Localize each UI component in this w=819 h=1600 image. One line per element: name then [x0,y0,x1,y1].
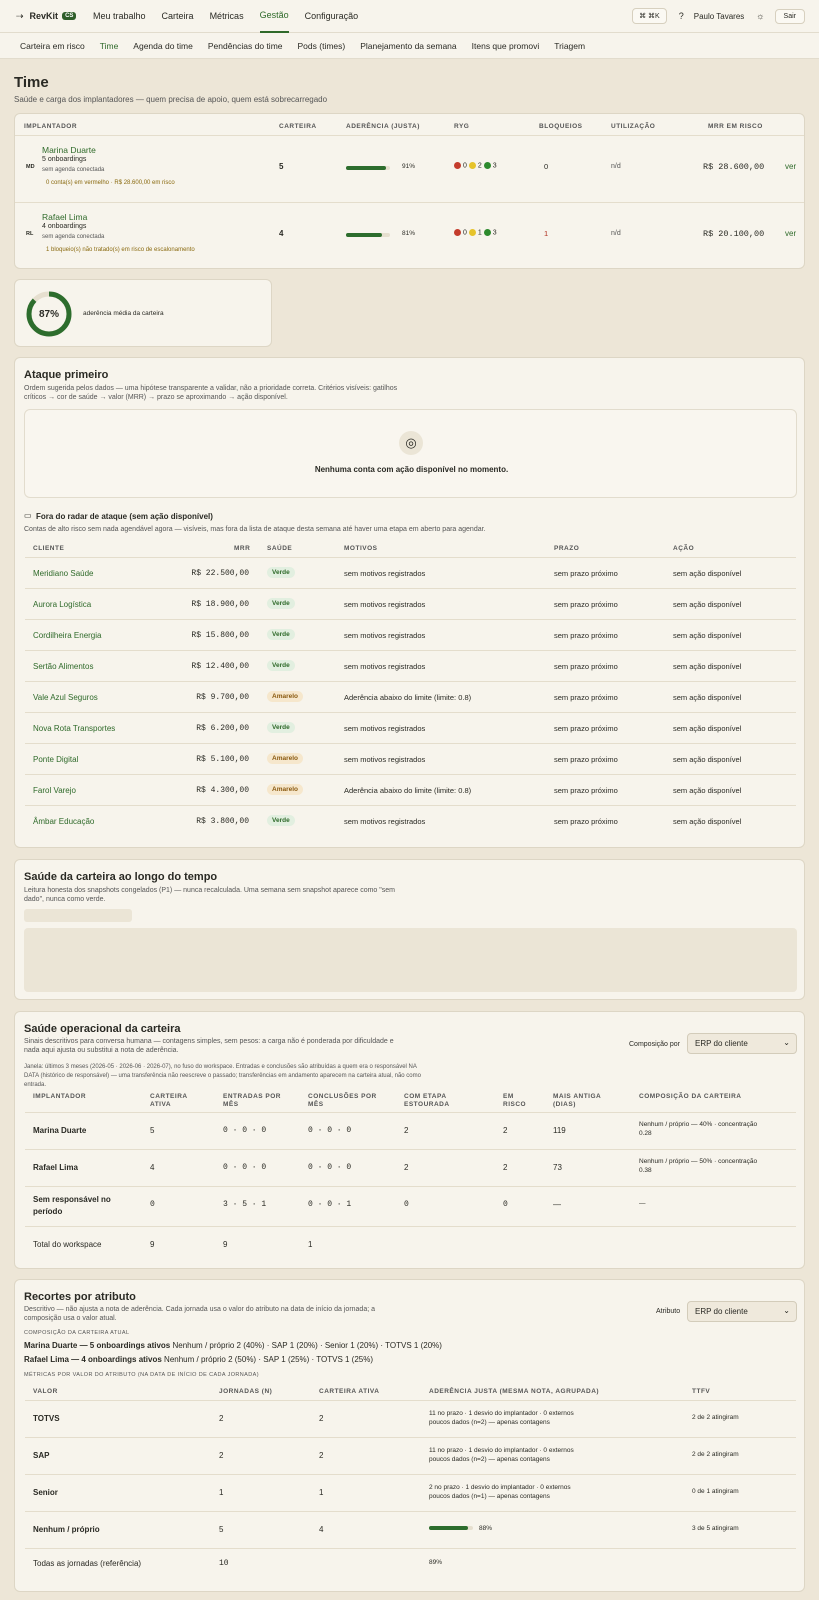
metrics-total-row [15,1549,806,1579]
jornadas-count: 2 [219,1414,224,1423]
client-name-link[interactable]: Ponte Digital [33,755,79,764]
operational-health-card [14,1011,805,1269]
mrr-value: R$ 12.400,00 [191,662,249,671]
adherence-value: 81% [402,230,416,237]
ops-th: COMPOSIÇÃO DA CARTEIRA [639,1093,742,1100]
health-over-time-card [14,859,805,1000]
health-desc: dado", nunca como verde. [24,896,106,903]
th-ryg: RYG [454,123,470,130]
ops-th: ATIVA [150,1101,172,1108]
table-row[interactable] [15,620,806,650]
ops-th: MÊS [308,1101,324,1108]
composition-header: COMPOSIÇÃO DA CARTEIRA ATUAL [24,1330,130,1336]
implantador-name: Sem responsável no [33,1195,111,1204]
page-subtitle: Saúde e carga dos implantadores — quem precisa de apoio, quem está sobrecarregado [14,95,328,104]
action-text: sem ação disponível [673,724,742,733]
entradas-por-mes: 3 · 5 · 1 [223,1200,267,1209]
attribute-value: TOTVS [33,1414,60,1423]
mrr-em-risco-value: R$ 28.600,00 [703,162,765,172]
tab-pendencias-do-time[interactable]: Pendências do time [207,40,283,51]
attribute-value: Senior [33,1488,58,1497]
adherence-value: 88% [479,1525,493,1532]
reasons-text: sem motivos registrados [344,631,426,640]
th-carteira: CARTEIRA [279,123,317,130]
th-prazo: PRAZO [554,545,580,552]
ops-th: MAIS ANTIGA [553,1093,602,1100]
table-row[interactable] [15,589,806,619]
client-name-link[interactable]: Aurora Logística [33,600,92,609]
mrr-value: R$ 15.800,00 [191,631,249,640]
reasons-text: sem motivos registrados [344,755,426,764]
table-row[interactable] [15,713,806,743]
adherence-note: poucos dados (n=2) — apenas contagens [429,1419,550,1426]
team-row[interactable] [15,203,806,269]
agenda-status: sem agenda conectada [42,234,105,240]
ops-desc: nada aqui ajusta ou substitui a nota de aderência. [24,1047,179,1054]
total-jornadas: 10 [219,1559,229,1568]
cuts-th: TTFV [692,1388,711,1395]
ops-th: IMPLANTADOR [33,1093,87,1100]
logout-button[interactable]: Sair [775,9,805,24]
tab-carteira-em-risco[interactable]: Carteira em risco [20,40,85,51]
ver-link[interactable]: ver [785,229,797,238]
cuts-title: Recortes por atributo [24,1291,136,1303]
utilizacao-value: n/d [611,230,621,237]
composicao: — [639,1200,646,1207]
em-risco: 2 [503,1163,508,1172]
reasons-text: sem motivos registrados [344,724,426,733]
health-badge: Verde [267,815,295,826]
adherence-bar [429,1526,473,1530]
radar-title: Fora do radar de ataque (sem ação disponível) [36,512,213,521]
action-text: sem ação disponível [673,817,742,826]
ryg-counts: 0 1 3 [454,229,497,236]
reasons-text: Aderência abaixo do limite (limite: 0.8) [344,786,472,795]
client-name-link[interactable]: Farol Varejo [33,786,76,795]
th-aderencia: ADERÊNCIA (JUSTA) [346,123,420,130]
composicao: Nenhum / próprio — 50% · concentração [639,1158,758,1165]
average-adherence-card [14,279,272,347]
carteira-value: 5 [279,162,284,171]
adherence-label: aderência média da carteira [83,310,164,317]
adherence-percent: 87% [38,309,59,320]
jornadas-count: 1 [219,1488,224,1497]
adherence-note: poucos dados (n=2) — apenas contagens [429,1456,550,1463]
mrr-value: R$ 5.100,00 [196,755,249,764]
command-palette-button[interactable]: ⌘ ⌘K [632,8,667,24]
utilizacao-value: n/d [611,163,621,170]
deadline-text: sem prazo próximo [554,600,618,609]
health-badge: Verde [267,567,295,578]
ops-th: ENTRADAS POR [223,1093,282,1100]
chevron-down-icon: ⌄ [783,1306,790,1315]
ops-row [15,1187,806,1223]
deadline-text: sem prazo próximo [554,786,618,795]
empty-state [24,409,797,498]
reasons-text: Aderência abaixo do limite (limite: 0.8) [344,693,472,702]
help-icon[interactable]: ? [678,11,684,21]
ops-row [15,1150,806,1186]
ops-th: RISCO [503,1101,527,1108]
th-cliente: CLIENTE [33,545,65,552]
logo[interactable] [16,11,81,22]
deadline-text: sem prazo próximo [554,817,618,826]
deadline-text: sem prazo próximo [554,755,618,764]
th-acao: AÇÃO [673,545,695,552]
ops-window: Janela: últimos 3 meses (2026-05 · 2026-06 · 2026-07), no fuso do workspace. Entradas e conclusões são atribuídas a quem era o responsável NA [24,1064,417,1070]
chevron-down-icon: ⌄ [783,1038,790,1047]
implantador-name: período [33,1207,63,1216]
health-badge: Verde [267,629,295,640]
cuts-desc: Descritivo — não ajusta a nota de aderência. Cada jornada usa o valor do atributo na data de início da jornada; a [24,1306,376,1313]
composition-select[interactable]: ERP do cliente ⌄ [687,1033,797,1054]
composicao: Nenhum / próprio — 40% · concentração [639,1121,758,1128]
tab-time[interactable]: Time [99,40,119,51]
carteira-ativa: 2 [319,1414,324,1423]
action-text: sem ação disponível [673,631,742,640]
ops-th: CARTEIRA [150,1093,188,1100]
cuts-th: JORNADAS (N) [219,1388,273,1395]
carteira-value: 4 [279,229,284,238]
mais-antiga: — [553,1200,561,1209]
reasons-text: sem motivos registrados [344,600,426,609]
deadline-text: sem prazo próximo [554,662,618,671]
carteira-ativa: 4 [150,1163,155,1172]
empty-message: Nenhuma conta com ação disponível no momento. [314,465,509,474]
bloqueios-value: 0 [544,162,549,171]
ops-title: Saúde operacional da carteira [24,1023,181,1035]
jornadas-count: 2 [219,1451,224,1460]
em-risco: 2 [503,1126,508,1135]
th-saude: SAÚDE [267,545,293,552]
reasons-text: sem motivos registrados [344,569,426,578]
total-conclusoes: 1 [308,1240,313,1249]
user-name[interactable]: Paulo Tavares [693,11,745,21]
carteira-ativa: 0 [150,1200,155,1209]
onboardings-count: 5 onboardings [42,156,87,163]
tab-pods[interactable]: Pods (times) [297,40,346,51]
nav-carteira[interactable]: Carteira [161,11,194,21]
ops-th: COM ETAPA [404,1093,447,1100]
avatar: MD [26,164,35,170]
metrics-table [15,1382,806,1590]
adherence-bar [346,230,390,239]
jornadas-count: 5 [219,1525,224,1534]
th-motivos: MOTIVOS [344,545,378,552]
total-adherence: 89% [429,1559,443,1566]
ops-th: (DIAS) [553,1101,576,1108]
mrr-em-risco-value: R$ 20.100,00 [703,229,765,239]
th-bloqueios: BLOQUEIOS [539,123,583,130]
radar-desc: Contas de alto risco sem nada agendável agora — visíveis, mas fora da lista de ataque desta semana até haver uma etapa em aberto para agendar. [24,526,486,533]
em-risco: 0 [503,1200,508,1209]
carteira-ativa: 4 [319,1525,324,1534]
mrr-value: R$ 3.800,00 [196,817,249,826]
ttfv-value: 2 de 2 atingiram [692,1451,739,1458]
mrr-value: R$ 22.500,00 [191,569,249,578]
attack-title: Ataque primeiro [24,369,109,381]
ops-th: EM [503,1093,514,1100]
metrics-row [15,1512,806,1548]
inbox-icon: ▭ [24,511,32,520]
reasons-text: sem motivos registrados [344,662,426,671]
implantador-name[interactable]: Marina Duarte [42,145,96,155]
attribute-select[interactable]: ERP do cliente ⌄ [687,1301,797,1322]
attribute-value: SAP [33,1451,50,1460]
implantador-name: Marina Duarte [33,1126,87,1135]
sub-nav [0,33,819,59]
ops-th: CONCLUSÕES POR [308,1093,377,1100]
composition-label: Composição por [629,1041,680,1048]
adherence-summary: 2 no prazo · 1 desvio do implantador · 0 externos [429,1484,571,1491]
etapa-estourada: 0 [404,1200,409,1209]
cuts-th: VALOR [33,1388,58,1395]
metrics-row [15,1438,806,1474]
conclusoes-por-mes: 0 · 0 · 0 [308,1163,352,1172]
main-nav [93,0,374,33]
mais-antiga: 73 [553,1163,562,1172]
health-badge: Amarelo [267,784,303,795]
etapa-estourada: 2 [404,1163,409,1172]
risk-alert: 1 bloqueio(s) não tratado(s) em risco de escalonamento [46,247,195,253]
table-row[interactable] [15,682,806,712]
action-text: sem ação disponível [673,786,742,795]
carteira-ativa: 5 [150,1126,155,1135]
composicao: 0.28 [639,1130,652,1137]
client-name-link[interactable]: Âmbar Educação [33,817,95,826]
bloqueios-value: 1 [544,229,549,238]
total-carteira: 9 [150,1240,155,1249]
health-badge: Amarelo [267,691,303,702]
table-row[interactable] [15,651,806,681]
nav-configuracao[interactable]: Configuração [304,11,359,21]
attribute-label: Atributo [656,1308,681,1315]
attribute-cuts-card [14,1279,805,1592]
ops-desc: Sinais descritivos para conversa humana — contagens simples, sem pesos: a carga não é ponderada por dificuldade e [24,1038,394,1045]
carteira-ativa: 2 [319,1451,324,1460]
conclusoes-por-mes: 0 · 0 · 1 [308,1200,352,1209]
cuts-th: ADERÊNCIA JUSTA (MESMA NOTA, AGRUPADA) [429,1388,600,1395]
conclusoes-por-mes: 0 · 0 · 0 [308,1126,352,1135]
adherence-summary: 11 no prazo · 1 desvio do implantador · 0 externos [429,1447,574,1454]
client-name-link[interactable]: Sertão Alimentos [33,662,94,671]
metrics-row [15,1475,806,1511]
entradas-por-mes: 0 · 0 · 0 [223,1163,267,1172]
ryg-counts: 0 2 3 [454,162,497,169]
attack-desc: Ordem sugerida pelos dados — uma hipótese transparente a validar, não a prioridade correta. Critérios visíveis: gatilhos [24,385,398,392]
total-label: Todas as jornadas (referência) [33,1559,142,1568]
target-icon: ◎ [399,431,423,455]
agenda-status: sem agenda conectada [42,167,105,173]
tab-itens-que-promovi[interactable]: Itens que promovi [471,40,540,51]
nav-gestao[interactable]: Gestão [260,0,289,33]
table-row[interactable] [15,744,806,774]
health-desc: Leitura honesta dos snapshots congelados (P1) — nunca recalculada. Uma semana sem snapshot aparece como "sem [24,887,395,894]
ttfv-value: 0 de 1 atingiram [692,1488,739,1495]
metrics-header: MÉTRICAS POR VALOR DO ATRIBUTO (NA DATA DE INÍCIO DE CADA JORNADA) [24,1372,259,1378]
carteira-ativa: 1 [319,1488,324,1497]
ops-window: DATA (histórico de responsável) — uma transferência não reescreve o passado; transferências em andamento aparecem na carteira atual, não como [24,1073,421,1079]
ops-window: entrada. [24,1082,47,1088]
mrr-value: R$ 9.700,00 [196,693,249,702]
team-row[interactable] [15,136,806,202]
composition-row: Marina Duarte — 5 onboardings ativos Nenhum / próprio 2 (40%) · SAP 1 (20%) · Senior 1 (20%) · TOTVS 1 (20%) [24,1341,442,1350]
deadline-text: sem prazo próximo [554,724,618,733]
tab-triagem[interactable]: Triagem [554,40,586,51]
ver-link[interactable]: ver [785,162,797,171]
nav-metricas[interactable]: Métricas [209,11,244,21]
ttfv-value: 2 de 2 atingiram [692,1414,739,1421]
composicao: 0.38 [639,1167,652,1174]
logo-icon: ⇢ [16,10,24,21]
ops-total-row [15,1227,806,1263]
entradas-por-mes: 0 · 0 · 0 [223,1126,267,1135]
th-implantador: IMPLANTADOR [24,123,78,130]
client-name-link[interactable]: Meridiano Saúde [33,569,94,578]
adherence-summary: 11 no prazo · 1 desvio do implantador · 0 externos [429,1410,574,1417]
tab-agenda-do-time[interactable]: Agenda do time [133,40,193,51]
adherence-bar [346,163,390,172]
action-text: sem ação disponível [673,662,742,671]
action-text: sem ação disponível [673,755,742,764]
brand-name: RevKit [29,11,59,21]
chart-placeholder [24,928,797,992]
table-row[interactable] [15,558,806,588]
nav-meu-trabalho[interactable]: Meu trabalho [93,11,146,21]
attack-card [14,357,805,848]
mrr-value: R$ 18.900,00 [191,600,249,609]
brand-badge: CS [62,12,76,20]
etapa-estourada: 2 [404,1126,409,1135]
total-entradas: 9 [223,1240,228,1249]
adherence-value: 91% [402,163,416,170]
ops-th: MÊS [223,1101,239,1108]
th-utilizacao: UTILIZAÇÃO [611,123,656,130]
implantador-name[interactable]: Rafael Lima [42,212,88,222]
composition-row: Rafael Lima — 4 onboardings ativos Nenhum / próprio 2 (50%) · SAP 1 (25%) · TOTVS 1 (25%) [24,1355,374,1364]
reasons-text: sem motivos registrados [344,817,426,826]
deadline-text: sem prazo próximo [554,693,618,702]
team-table-card [14,113,805,269]
mrr-value: R$ 4.300,00 [196,786,249,795]
avatar: RL [26,231,34,237]
risk-alert: 0 conta(s) em vermelho · R$ 28.600,00 em risco [46,180,175,186]
health-title: Saúde da carteira ao longo do tempo [24,871,218,883]
top-bar [0,0,819,33]
implantador-name: Rafael Lima [33,1163,78,1172]
cuts-th: CARTEIRA ATIVA [319,1388,380,1395]
th-mrr: MRR [234,545,251,552]
mais-antiga: 119 [553,1126,566,1135]
client-name-link[interactable]: Cordilheira Energia [33,631,102,640]
deadline-text: sem prazo próximo [554,631,618,640]
ops-table [15,1092,806,1268]
health-badge: Verde [267,660,295,671]
theme-toggle-icon[interactable]: ☼ [756,11,765,21]
cuts-desc: composição usa o valor atual. [24,1315,117,1322]
total-label: Total do workspace [33,1240,102,1249]
tab-planejamento-da-semana[interactable]: Planejamento da semana [360,40,457,51]
metrics-row [15,1401,806,1437]
mrr-value: R$ 6.200,00 [196,724,249,733]
ops-th: ESTOURADA [404,1101,450,1108]
client-name-link[interactable]: Vale Azul Seguros [33,693,98,702]
attack-desc: críticos → cor de saúde → valor (MRR) → prazo se aproximando → ação disponível. [24,394,288,401]
onboardings-count: 4 onboardings [42,223,87,230]
table-row[interactable] [15,806,806,836]
action-text: sem ação disponível [673,569,742,578]
deadline-text: sem prazo próximo [554,569,618,578]
health-badge: Amarelo [267,753,303,764]
action-text: sem ação disponível [673,693,742,702]
ttfv-value: 3 de 5 atingiram [692,1525,739,1532]
attribute-value: Nenhum / próprio [33,1525,100,1534]
loading-placeholder [24,909,132,922]
adherence-note: poucos dados (n=1) — apenas contagens [429,1493,550,1500]
table-row[interactable] [15,775,806,805]
action-text: sem ação disponível [673,600,742,609]
radar-table [15,538,806,843]
health-badge: Verde [267,598,295,609]
health-badge: Verde [267,722,295,733]
th-mrr-em-risco: MRR EM RISCO [708,123,763,130]
client-name-link[interactable]: Nova Rota Transportes [33,724,116,733]
ops-row [15,1113,806,1149]
page-title: Time [14,74,49,91]
